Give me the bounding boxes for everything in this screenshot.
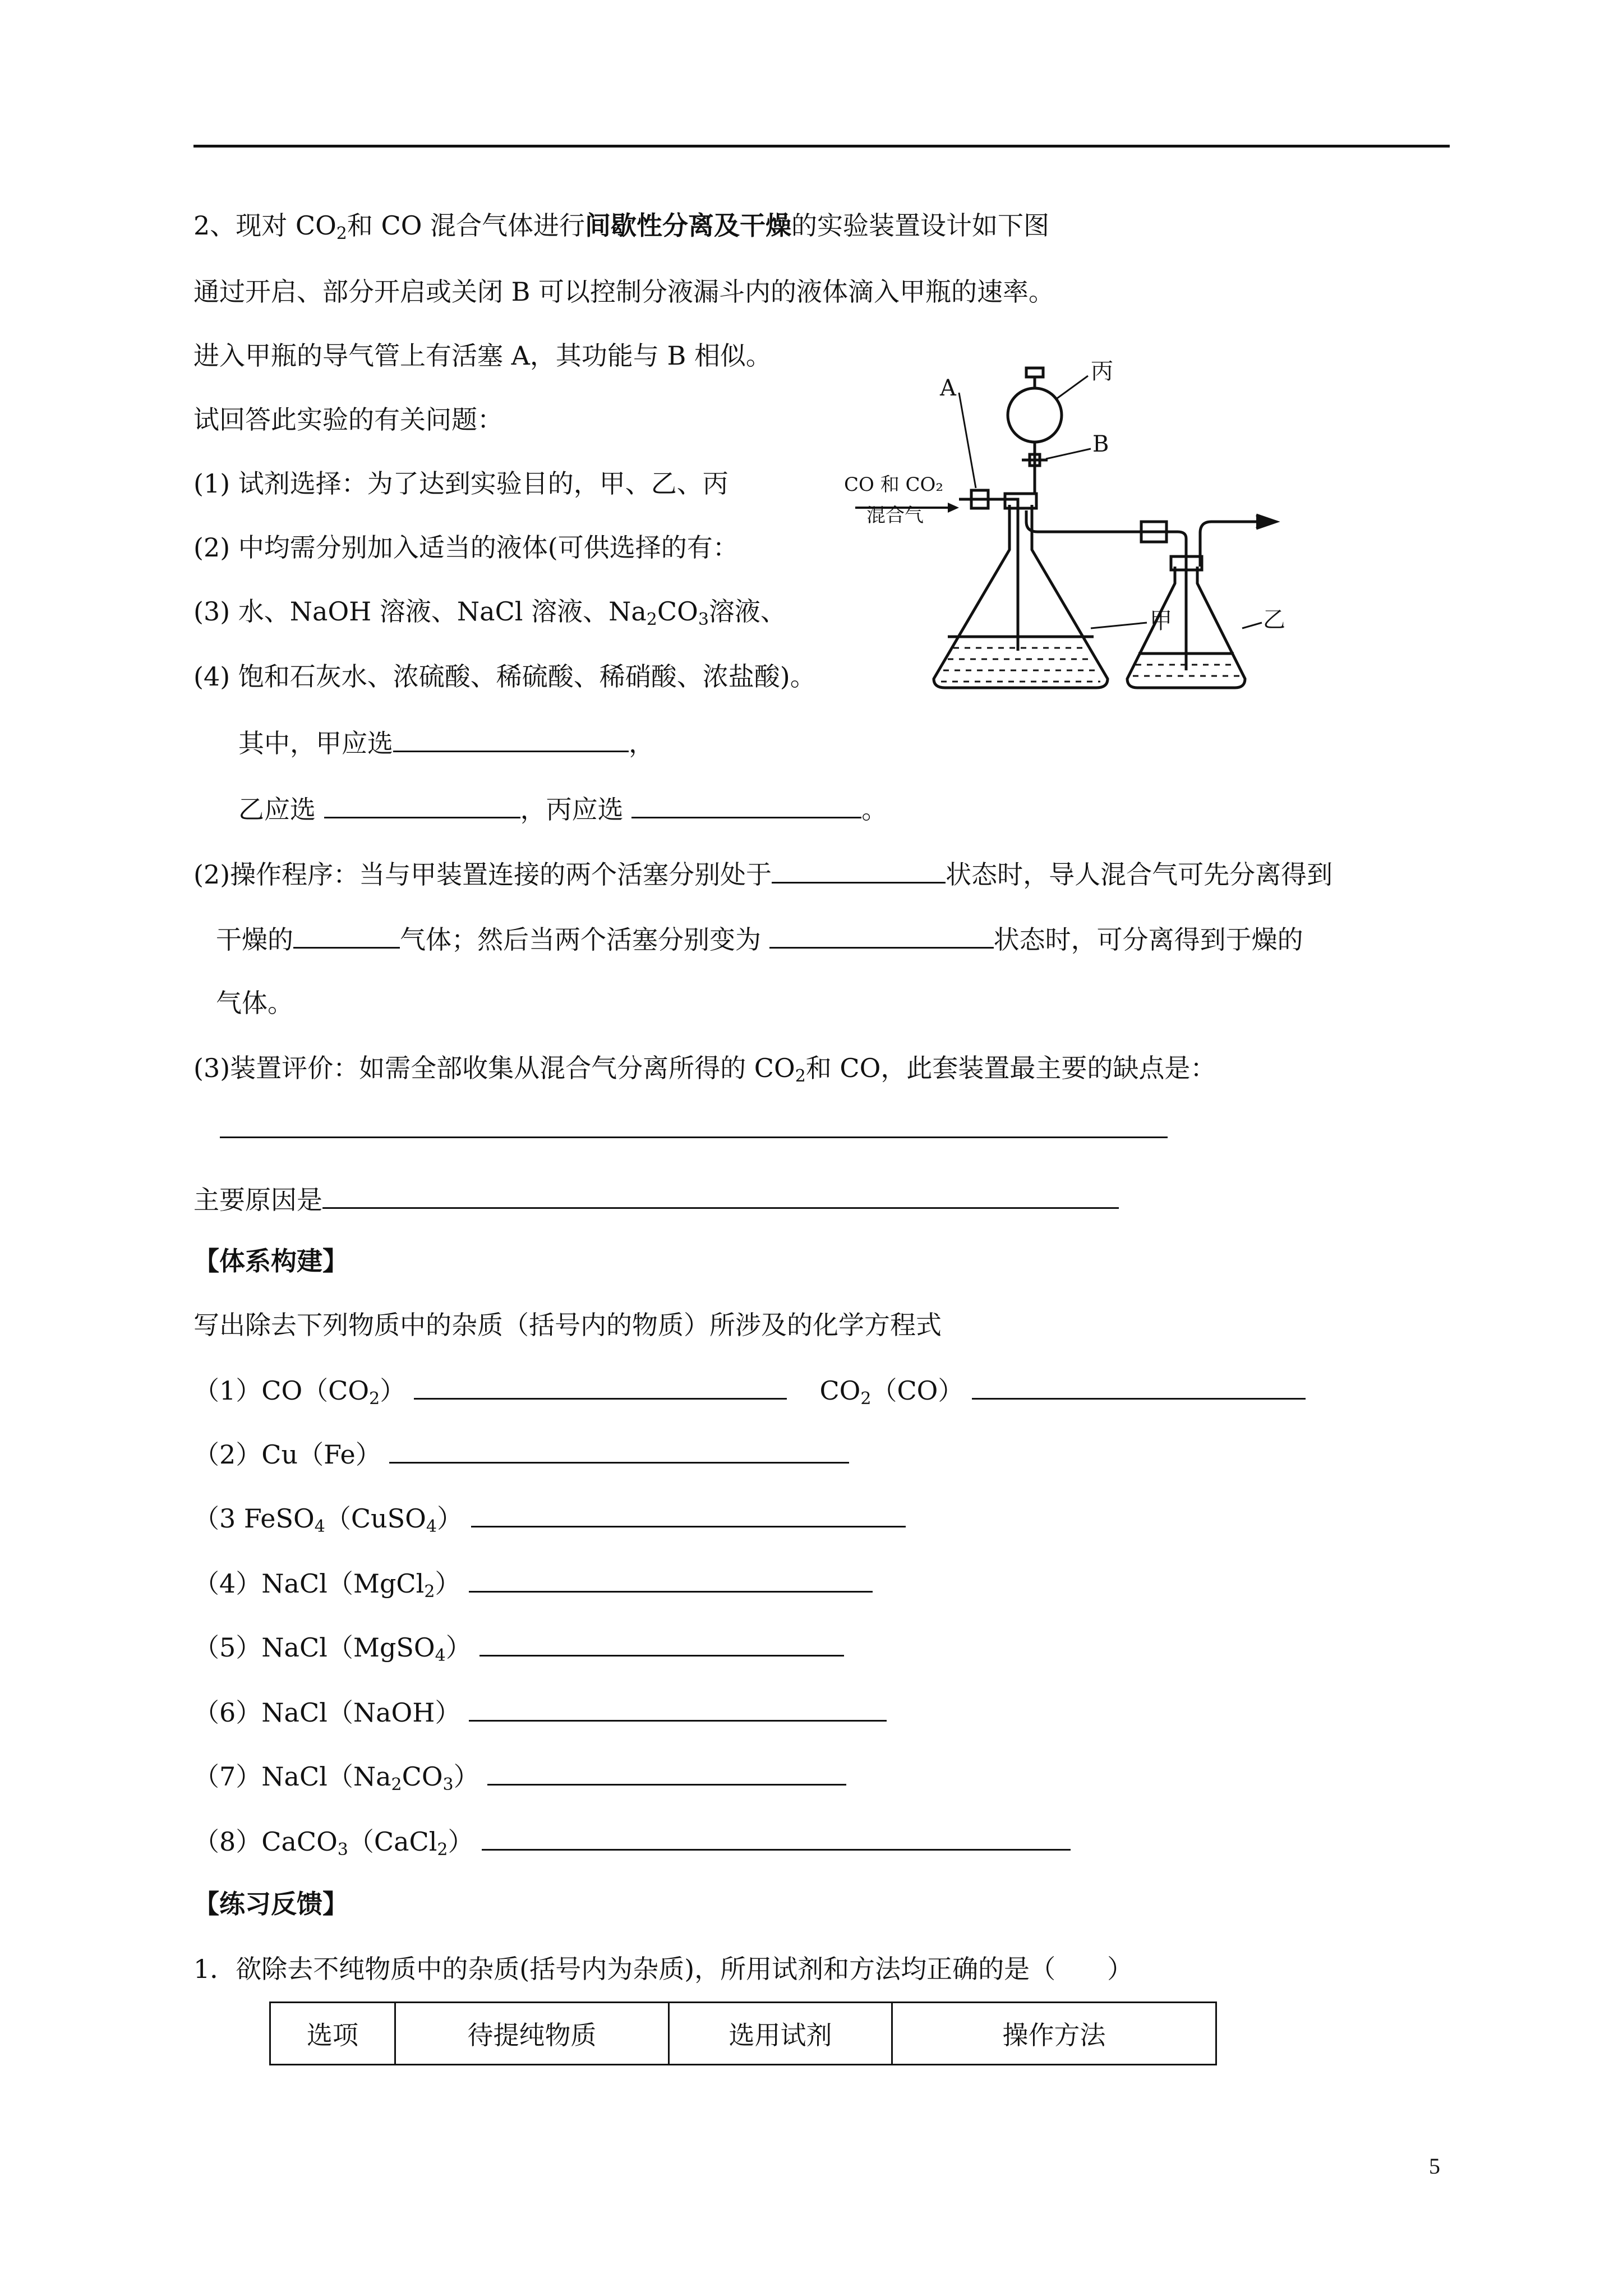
q2-item1: (1) 试剂选择：为了达到实验目的，甲、乙、丙 bbox=[193, 468, 728, 499]
eq-row-2: （2）Cu（Fe） bbox=[193, 1436, 849, 1471]
evaluation-line: (3)装置评价：如需全部收集从混合气分离所得的 $CO_2$和 CO，此套装置最主要的缺点是： bbox=[193, 1053, 1216, 1086]
table-header-method: 操作方法 bbox=[892, 2003, 1216, 2065]
op-blank2[interactable] bbox=[293, 921, 400, 949]
eq-blank-2[interactable] bbox=[389, 1436, 849, 1464]
eq-blank-4[interactable] bbox=[469, 1565, 873, 1593]
gas-label-line1: CO 和 CO₂ bbox=[844, 473, 944, 496]
eq-blank-3[interactable] bbox=[471, 1500, 906, 1527]
table-row bbox=[270, 2003, 1216, 2065]
header-rule bbox=[193, 145, 1450, 148]
jia-choice: 其中，甲应选 ， bbox=[238, 725, 654, 760]
eq-row-3: （3 FeSO$_4$（CuSO$_4$） bbox=[193, 1500, 906, 1535]
q2-line3: 进入甲瓶的导气管上有活塞 A，其功能与 B 相似。 bbox=[193, 341, 772, 371]
page-number: 5 bbox=[1429, 2154, 1440, 2179]
q2-intro: 2、现对 $CO_2$和 CO 混合气体进行间歇性分离及干燥的实验装置设计如下图 bbox=[193, 210, 1050, 243]
system-heading: 【体系构建】 bbox=[193, 1246, 348, 1276]
gas-label-line2: 混合气 bbox=[866, 504, 924, 527]
operation-line1: (2)操作程序：当与甲装置连接的两个活塞分别处于 状态时，导人混合气可先分离得到 bbox=[193, 856, 1332, 891]
label-b: B bbox=[1092, 431, 1109, 457]
yi-blank[interactable] bbox=[324, 791, 520, 818]
op-blank1[interactable] bbox=[772, 856, 946, 884]
eq-row-4: （4）NaCl（MgCl$_2$） bbox=[193, 1565, 873, 1600]
eq-blank-8[interactable] bbox=[482, 1823, 1071, 1851]
bing-blank[interactable] bbox=[631, 791, 861, 818]
eq-blank-1a[interactable] bbox=[414, 1372, 787, 1400]
reason-line: 主要原因是 bbox=[193, 1181, 1119, 1217]
eq-row-8: （8）CaCO$_3$（CaCl$_2$） bbox=[193, 1823, 1071, 1858]
jia-blank[interactable] bbox=[393, 725, 629, 752]
label-a: A bbox=[940, 375, 956, 401]
options-table bbox=[269, 2001, 1217, 2065]
q2-item2: (2) 中均需分别加入适当的液体(可供选择的有： bbox=[193, 532, 739, 563]
apparatus-diagram bbox=[841, 353, 1290, 696]
system-instruction: 写出除去下列物质中的杂质（括号内的物质）所涉及的化学方程式 bbox=[193, 1310, 942, 1340]
operation-line3: 气体。 bbox=[216, 988, 293, 1018]
evaluation-blank[interactable] bbox=[220, 1117, 1168, 1138]
table-header-substance: 待提纯物质 bbox=[395, 2003, 669, 2065]
table-header-option: 选项 bbox=[270, 2003, 395, 2065]
eq-blank-7[interactable] bbox=[487, 1758, 846, 1786]
practice-heading: 【练习反馈】 bbox=[193, 1889, 348, 1919]
label-jia: 甲 bbox=[1150, 608, 1172, 634]
eq-blank-6[interactable] bbox=[469, 1694, 887, 1722]
q2-intro-bold: 间歇性分离及干燥 bbox=[585, 210, 792, 241]
eq-row-1: $(1)CO(CO_2)$ $CO_2(CO)$ bbox=[193, 1372, 1306, 1407]
yi-bing-choice: 乙应选 ，丙应选 。 bbox=[238, 791, 887, 826]
q2-line2: 通过开启、部分开启或关闭 B 可以控制分液漏斗内的液体滴入甲瓶的速率。 bbox=[193, 277, 1055, 307]
q2-item3: (3) 水、NaOH 溶液、NaCl 溶液、$Na_2CO_3$溶液、 bbox=[193, 596, 786, 629]
q2-item4: (4) 饱和石灰水、浓硫酸、稀硫酸、稀硝酸、浓盐酸)。 bbox=[193, 661, 816, 692]
q2-line4: 试回答此实验的有关问题： bbox=[193, 404, 503, 435]
practice-question: 1．欲除去不纯物质中的杂质(括号内为杂质)，所用试剂和方法均正确的是（ ） bbox=[193, 1954, 1133, 1984]
eq-row-5: （5）NaCl（MgSO$_4$） bbox=[193, 1629, 844, 1664]
operation-line2: 干燥的 气体；然后当两个活塞分别变为 状态时，可分离得到于燥的 bbox=[216, 921, 1303, 956]
reason-blank[interactable] bbox=[322, 1181, 1119, 1209]
eq-row-7: $(7)NaCl(Na_2CO_3)$ bbox=[193, 1758, 846, 1793]
eq-blank-1b[interactable] bbox=[972, 1372, 1306, 1400]
label-bing: 丙 bbox=[1091, 358, 1113, 384]
op-blank3[interactable] bbox=[769, 921, 994, 949]
table-header-reagent: 选用试剂 bbox=[669, 2003, 892, 2065]
eq-blank-5[interactable] bbox=[479, 1629, 844, 1657]
label-yi: 乙 bbox=[1263, 607, 1285, 633]
eq-row-6: （6）NaCl（NaOH） bbox=[193, 1694, 887, 1729]
